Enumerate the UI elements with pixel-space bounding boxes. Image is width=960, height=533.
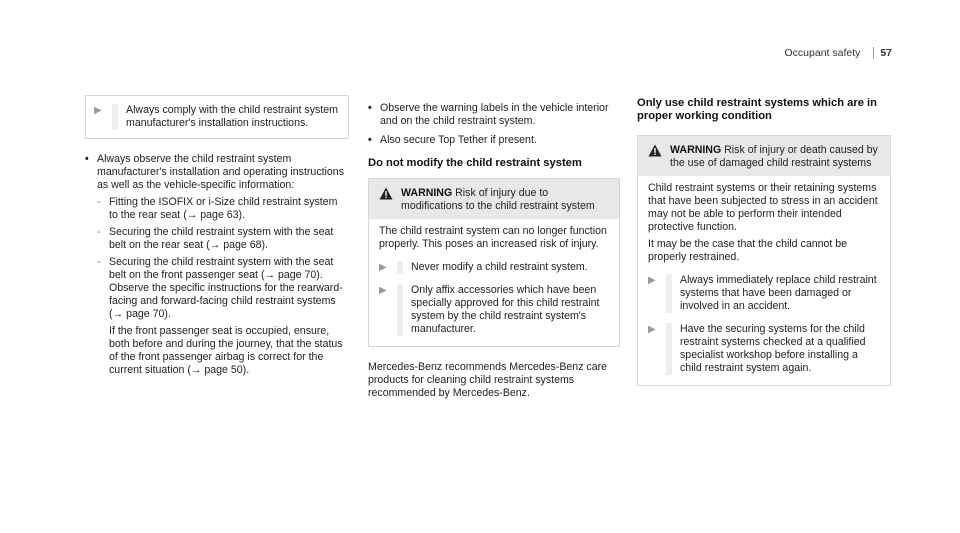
warning-box [637,135,891,386]
bullet-icon: • [368,134,372,146]
column-1 [85,95,349,377]
section-heading: Do not modify the child restraint system [368,157,582,169]
bullet-text: Always observe the child restraint system manufacturer's installation and operating instructions as well as the vehicle-specific information: [97,153,344,191]
warning-body: It may be the case that the child cannot be properly restrained. [648,238,848,263]
sub-item [97,196,349,222]
bullet-text: Observe the warning labels in the vehicle interior and on the child restraint system. [380,102,609,127]
action-text: Never modify a child restraint system. [397,261,609,274]
action-text: Always comply with the child restraint system manufacturer's installation instructions. [112,104,340,130]
page-header [785,47,892,60]
warning-header [638,136,890,176]
sub-item [97,226,349,252]
sub-item-text: Securing the child restraint system with the seat belt on the rear seat (→ page 68). [109,226,334,251]
warning-text: Risk of injury due to modifications to the child restraint system [401,187,595,212]
dash-icon: - [97,196,101,208]
warning-text: Risk of injury or death caused by the use of damaged child restraint systems [670,144,878,169]
warning-label: WARNING [670,144,722,156]
bullet-icon: • [85,153,89,165]
bullet-text: Also secure Top Tether if present. [380,134,537,146]
bullet-icon: • [368,102,372,114]
action-item [648,274,880,313]
warning-body: Child restraint systems or their retaining systems that have been subjected to stress in an accident may not be able to perform their intended protective function. [648,182,878,233]
bullet-item [85,153,349,377]
bullet-item [368,102,620,128]
bullet-item [368,134,620,147]
paragraph: Mercedes-Benz recommends Mercedes-Benz care products for cleaning child restraint systems recommended by Mercedes-Benz. [368,361,608,399]
action-text: Always immediately replace child restraint systems that have been damaged or involved in an accident. [666,274,880,313]
warning-triangle-icon [379,187,393,200]
arrow-right-icon: ▶ [648,324,656,335]
action-text: Have the securing systems for the child restraint systems checked at a qualified specialist workshop before installing a child restraint system again. [666,323,880,375]
warning-triangle-icon [648,144,662,157]
warning-header [369,179,619,219]
sub-item-text: Securing the child restraint system with the seat belt on the front passenger seat (→ page 70). Observe the specific instructions for the rearward-facing and forward-facing child restraint systems (→ page 70). [109,256,343,320]
arrow-right-icon: ▶ [379,285,387,296]
arrow-right-icon: ▶ [648,275,656,286]
warning-body: The child restraint system can no longer function properly. This poses an increased risk of injury. [379,225,607,250]
action-item [648,323,880,375]
column-3 [637,97,891,386]
column-2 [368,102,620,400]
warning-box [368,178,620,347]
page-number: 57 [873,47,892,59]
instruction-box [85,95,349,139]
arrow-right-icon: ▶ [94,105,102,116]
sub-item-note: If the front passenger seat is occupied, ensure, both before and during the journey, that the status of the front passenger airbag is correct for the current situation (→ page 50). [109,325,343,376]
arrow-right-icon: ▶ [379,262,387,273]
section-heading: Only use child restraint systems which are in proper working condition [637,97,877,122]
action-item [379,261,609,274]
sub-item [97,256,349,377]
warning-label: WARNING [401,187,453,199]
section-title: Occupant safety [784,47,861,59]
action-item [379,284,609,336]
sub-item-text: Fitting the ISOFIX or i-Size child restraint system to the rear seat (→ page 63). [109,196,338,221]
dash-icon: - [97,226,101,238]
dash-icon: - [97,256,101,268]
action-item [94,104,340,130]
action-text: Only affix accessories which have been specially approved for this child restraint system by the child restraint system's manufacturer. [397,284,609,336]
